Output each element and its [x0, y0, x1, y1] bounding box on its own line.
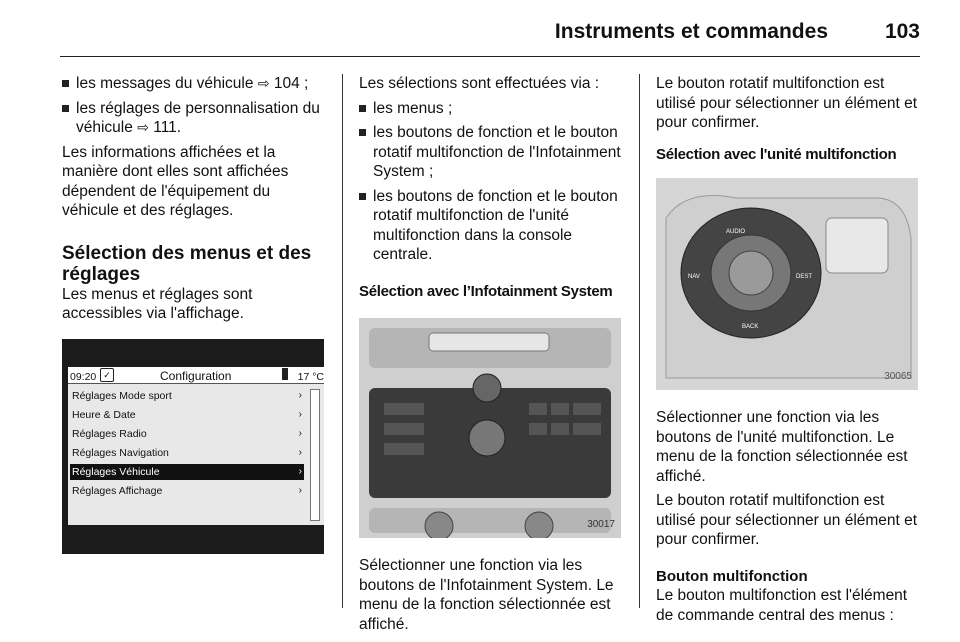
column-separator [639, 74, 640, 608]
header-rule [60, 56, 920, 57]
paragraph: Sélectionner une fonction via les boutons de l'unité multifonction. Le menu de la fonction sélectionnée est affiché. [656, 409, 908, 485]
page-ref-arrow-icon: ⇨ [257, 75, 270, 91]
display-figure [62, 339, 324, 554]
bullet-item [62, 99, 324, 138]
subsection-heading: Sélection avec l'unité multifonction [656, 145, 897, 163]
paragraph: Les menus et réglages sont accessibles via l'affichage. [62, 285, 253, 322]
menu-item: Heure & Date › [72, 408, 302, 421]
bullet-square-icon [62, 80, 69, 87]
column-2 [359, 74, 621, 639]
bullet-square-icon [359, 193, 366, 200]
chevron-right-icon: › [298, 389, 302, 401]
menu-item-selected: Réglages Véhicule › [72, 465, 302, 478]
bullet-square-icon [62, 105, 69, 112]
multifunction-unit-figure [656, 178, 918, 390]
infotainment-panel-illustration [359, 318, 621, 538]
figure-code: 30017 [587, 518, 615, 530]
config-screen [68, 367, 324, 525]
screen-temperature: 17 °C [297, 370, 324, 383]
menu-item: Réglages Affichage › [72, 484, 302, 497]
chevron-right-icon: › [298, 484, 302, 496]
bullet-item: les boutons de fonction et le bouton rotatif multifonction de l'unité multifonction dans la console centrale. [359, 187, 621, 265]
bullet-text: les réglages de personnalisation du véhicule [76, 99, 320, 136]
screen-time: 09:20 [70, 370, 97, 383]
paragraph: Le bouton rotatif multifonction est utilisé pour sélectionner un élément et pour confirmer. [656, 492, 918, 548]
paragraph: Les sélections sont effectuées via : [359, 75, 600, 92]
menu-item: Réglages Radio › [72, 427, 302, 440]
paragraph: Les informations affichées et la manière dont elles sont affichées dépendent de l'équipement du véhicule et des réglages. [62, 143, 289, 219]
page-ref: 111. [153, 119, 182, 136]
chevron-right-icon: › [298, 427, 302, 439]
page-ref-arrow-icon: ⇨ [137, 119, 149, 135]
menu-item: Réglages Mode sport › [72, 389, 302, 402]
bullet-text: les messages du véhicule [76, 75, 254, 92]
chevron-right-icon: › [298, 408, 302, 420]
page-number: 103 [884, 20, 920, 43]
menu-item: Réglages Navigation › [72, 446, 302, 459]
subsection-heading: Sélection avec l’Infotainment System [359, 282, 613, 300]
paragraph: Sélectionner une fonction via les boutons de l'Infotainment System. Le menu de la fonction sélectionnée est affiché. [359, 557, 614, 633]
multifunction-unit-illustration [656, 178, 918, 390]
screen-scrollbar [310, 389, 320, 521]
bullet-item: les boutons de fonction et le bouton rotatif multifonction de l'Infotainment System ; [359, 123, 621, 182]
chevron-right-icon: › [298, 465, 302, 477]
subsection-heading: Bouton multifonction [656, 567, 808, 585]
infotainment-panel-figure [359, 318, 621, 538]
check-icon: ✓ [100, 368, 114, 382]
screen-status-bar [68, 367, 324, 384]
column-1 [62, 74, 324, 554]
bullet-item [62, 74, 324, 94]
chevron-right-icon: › [298, 446, 302, 458]
column-3 [656, 74, 920, 630]
svg-text:AUDIO: AUDIO [726, 229, 746, 235]
page-ref: 104 ; [273, 75, 309, 92]
svg-text:NAV: NAV [688, 274, 700, 280]
bullet-item: les menus ; [359, 99, 621, 119]
header-title: Instruments et commandes [554, 20, 828, 43]
bullet-square-icon [359, 129, 366, 136]
svg-text:DEST: DEST [796, 274, 813, 280]
screen-title: Configuration [160, 368, 232, 383]
paragraph: Le bouton multifonction est l'élément de commande central des menus : [656, 587, 908, 624]
figure-code: 30065 [884, 370, 912, 382]
thermometer-icon [282, 368, 288, 380]
bullet-square-icon [359, 105, 366, 112]
paragraph: Le bouton rotatif multifonction est utilisé pour sélectionner un élément et pour confirmer. [656, 75, 918, 131]
column-separator [342, 74, 343, 608]
section-heading: Sélection des menus et des réglages [62, 242, 312, 285]
svg-text:BACK: BACK [742, 324, 759, 330]
